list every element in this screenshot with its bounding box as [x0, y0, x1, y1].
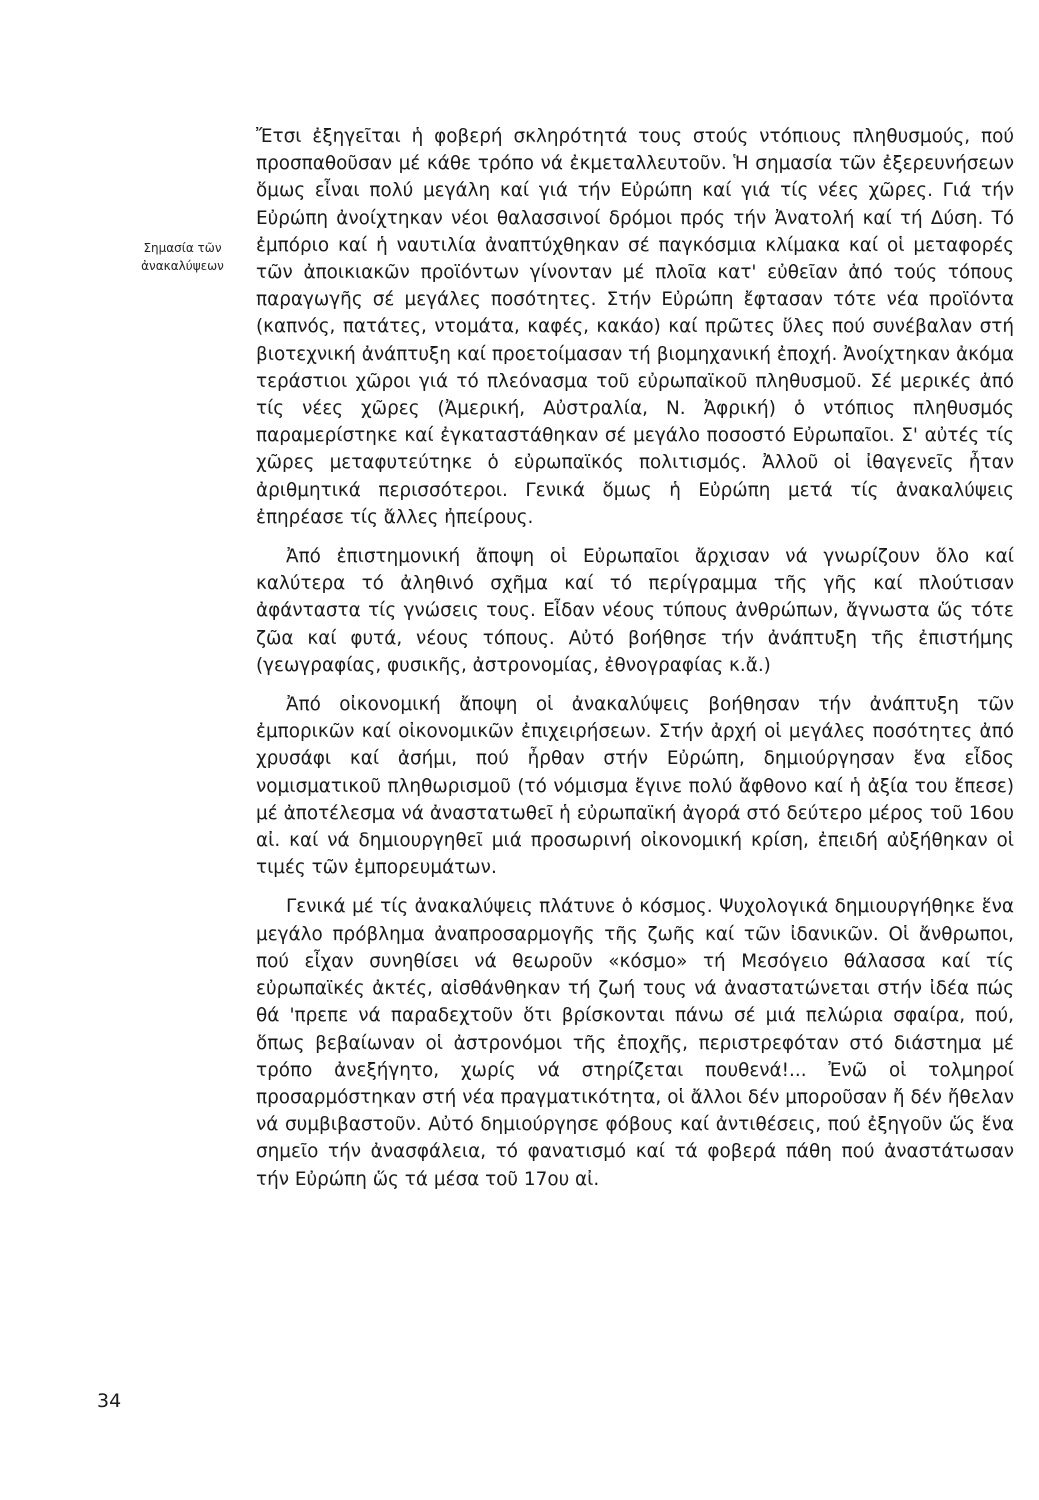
paragraph: Ἀπό ἐπιστημονική ἄποψη οἱ Εὐρωπαῖοι ἄρχισαν νά γνωρίζουν ὅλο καί καλύτερα τό ἀληθινό σχῆμα καί τό περίγραμμα τῆς γῆς καί πλούτισαν ἀφάνταστα τίς γνώσεις τους. Εἶδαν νέους τύπους ἀνθρώπων, ἄγνωστα ὥς τότε ζῶα καί φυτά, νέους τόπους. Αὐτό βοήθησε τήν ἀνάπτυξη τῆς ἐπιστήμης (γεωγραφίας, φυσικῆς, ἀστρονομίας, ἐθνογραφίας κ.ἄ.) [256, 546, 1014, 676]
margin-heading [130, 239, 235, 275]
margin-heading-line-1: Σημασία τῶν [143, 241, 222, 255]
margin-heading-line-2: ἀνακαλύψεων [141, 259, 224, 273]
page-number: 34 [97, 1390, 122, 1412]
body-text [256, 123, 1014, 1205]
paragraph: Ἀπό οἰκονομική ἄποψη οἱ ἀνακαλύψεις βοήθησαν τήν ἀνάπτυξη τῶν ἐμπορικῶν καί οἰκονομικῶν ἐπιχειρήσεων. Στήν ἀρχή οἱ μεγάλες ποσότητες ἀπό χρυσάφι καί ἀσήμι, πού ἦρθαν στήν Εὐρώπη, δημιούργησαν ἕνα εἶδος νομισματικοῦ πληθωρισμοῦ (τό νόμισμα ἔγινε πολύ ἄφθονο καί ἡ ἀξία του ἔπεσε) μέ ἀποτέλεσμα νά ἀναστατωθεῖ ἡ εὐρωπαϊκή ἀγορά στό δεύτερο μέρος τοῦ 16ου αἰ. καί νά δημιουργηθεῖ μιά προσωρινή οἰκονομική κρίση, ἐπειδή αὐξήθηκαν οἱ τιμές τῶν ἐμπορευμάτων. [256, 694, 1014, 879]
paragraph: Γενικά μέ τίς ἀνακαλύψεις πλάτυνε ὁ κόσμος. Ψυχολογικά δημιουργήθηκε ἕνα μεγάλο πρόβλημα ἀναπροσαρμογῆς τῆς ζωῆς καί τῶν ἰδανικῶν. Οἱ ἄνθρωποι, πού εἶχαν συνηθίσει νά θεωροῦν «κόσμο» τή Μεσόγειο θάλασσα καί τίς εὐρωπαϊκές ἀκτές, αἰσθάνθηκαν τή ζωή τους νά ἀναστατώνεται στήν ἰδέα πώς θά 'πρεπε νά παραδεχτοῦν ὅτι βρίσκονται πάνω σέ μιά πελώρια σφαίρα, πού, ὅπως βεβαίωναν οἱ ἀστρονόμοι τῆς ἐποχῆς, περιστρεφόταν στό διάστημα μέ τρόπο ἀνεξήγητο, χωρίς νά στηρίζεται πουθενά!... Ἐνῶ οἱ τολμηροί προσαρμόστηκαν στή νέα πραγματικότητα, οἱ ἄλλοι δέν μποροῦσαν ἤ δέν ἤθελαν νά συμβιβαστοῦν. Αὐτό δημιούργησε φόβους καί ἀντιθέσεις, πού ἐξηγοῦν ὥς ἕνα σημεῖο τήν ἀνασφάλεια, τό φανατισμό καί τά φοβερά πάθη πού ἀναστάτωσαν τήν Εὐρώπη ὥς τά μέσα τοῦ 17ου αἰ. [256, 896, 1014, 1190]
paragraph: Ἔτσι ἐξηγεῖται ἡ φοβερή σκληρότητά τους στούς ντόπιους πληθυσμούς, πού προσπαθοῦσαν μέ κάθε τρόπο νά ἐκμεταλλευτοῦν. Ἡ σημασία τῶν ἐξερευνήσεων ὅμως εἶναι πολύ μεγάλη καί γιά τήν Εὐρώπη καί γιά τίς νέες χῶρες. Γιά τήν Εὐρώπη ἀνοίχτηκαν νέοι θαλασσινοί δρόμοι πρός τήν Ἀνατολή καί τή Δύση. Τό ἐμπόριο καί ἡ ναυτιλία ἀναπτύχθηκαν σέ παγκόσμια κλίμακα καί οἱ μεταφορές τῶν ἀποικιακῶν προϊόντων γίνονταν μέ πλοῖα κατ' εὐθεῖαν ἀπό τούς τόπους παραγωγῆς σέ μεγάλες ποσότητες. Στήν Εὐρώπη ἔφτασαν τότε νέα προϊόντα (καπνός, πατάτες, ντομάτα, καφές, κακάο) καί πρῶτες ὕλες πού συνέβαλαν στή βιοτεχνική ἀνάπτυξη καί προετοίμασαν τή βιομηχανική ἐποχή. Ἀνοίχτηκαν ἀκόμα τεράστιοι χῶροι γιά τό πλεόνασμα τοῦ εὐρωπαϊκοῦ πληθυσμοῦ. Σέ μερικές ἀπό τίς νέες χῶρες (Ἀμερική, Αὐστραλία, Ν. Ἀφρική) ὁ ντόπιος πληθυσμός παραμερίστηκε καί ἐγκαταστάθηκαν σέ μεγάλο ποσοστό Εὐρωπαῖοι. Σ' αὐτές τίς χῶρες μεταφυτεύτηκε ὁ εὐρωπαϊκός πολιτισμός. Ἀλλοῦ οἱ ἰθαγενεῖς ἦταν ἀριθμητικά περισσότεροι. Γενικά ὅμως ἡ Εὐρώπη μετά τίς ἀνακαλύψεις ἐπηρέασε τίς ἄλλες ἠπείρους. [256, 126, 1014, 528]
